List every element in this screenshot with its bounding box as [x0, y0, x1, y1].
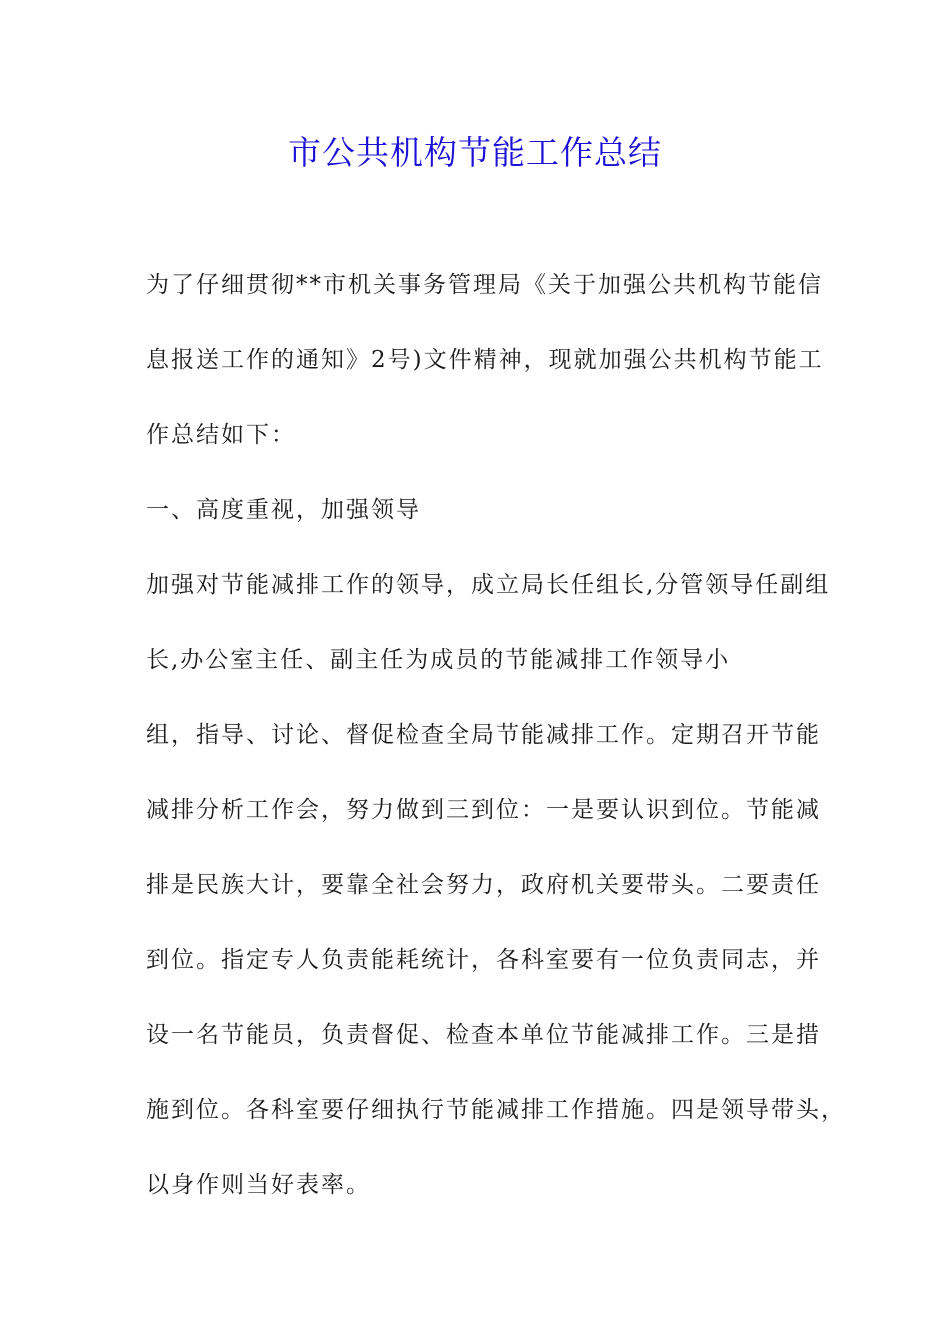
body-line: 以身作则当好表率。 — [146, 1172, 371, 1198]
body-line: 作总结如下： — [146, 422, 296, 448]
body-line: 减排分析工作会，努力做到三到位：一是要认识到位。节能减 — [146, 797, 821, 823]
body-line: 长,办公室主任、副主任为成员的节能减排工作领导小 — [146, 647, 731, 673]
body-line: 为了仔细贯彻**市机关事务管理局《关于加强公共机构节能信 — [146, 272, 823, 298]
body-line: 排是民族大计，要靠全社会努力，政府机关要带头。二要责任 — [146, 872, 821, 898]
body-line: 施到位。各科室要仔细执行节能减排工作措施。四是领导带头， — [146, 1097, 846, 1123]
body-line: 到位。指定专人负责能耗统计，各科室要有一位负责同志，并 — [146, 947, 821, 973]
section-heading: 一、高度重视，加强领导 — [146, 497, 421, 523]
document-title: 市公共机构节能工作总结 — [288, 133, 662, 172]
body-line: 息报送工作的通知》2号)文件精神，现就加强公共机构节能工 — [146, 347, 824, 373]
body-line: 设一名节能员，负责督促、检查本单位节能减排工作。三是措 — [146, 1022, 821, 1048]
body-line: 加强对节能减排工作的领导，成立局长任组长,分管领导任副组 — [146, 572, 831, 598]
body-line: 组，指导、讨论、督促检查全局节能减排工作。定期召开节能 — [146, 722, 821, 748]
